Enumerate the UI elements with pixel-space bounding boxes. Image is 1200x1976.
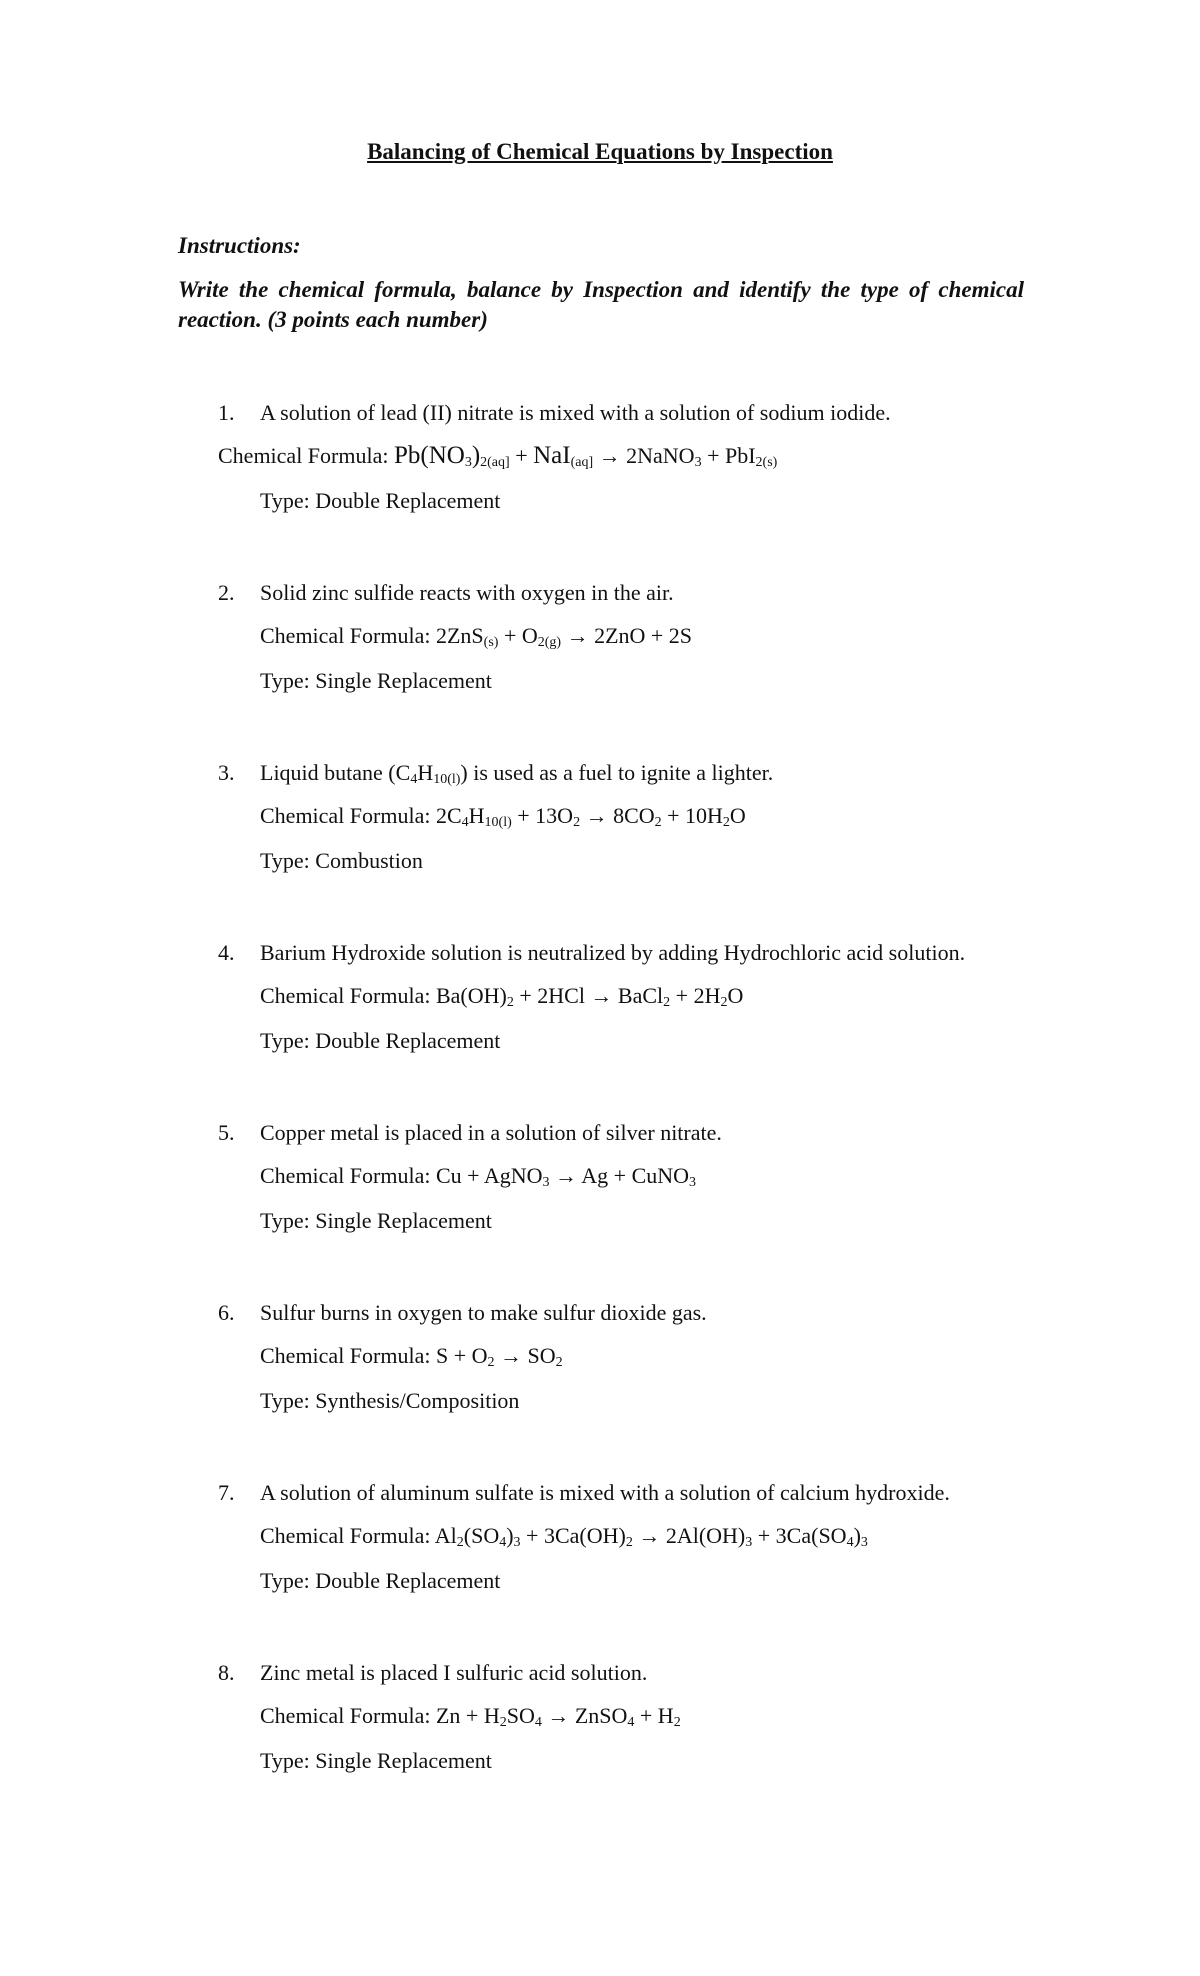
type-line-7: Type: Double Replacement — [260, 1568, 501, 1593]
formula-line-7: Chemical Formula: $Al_2(SO_4)_3 + 3Ca(OH)_2 \to 2Al(OH)_3 + 3Ca(SO_4)_3$ — [260, 1523, 868, 1550]
formula-label: Chemical Formula: — [218, 443, 389, 468]
formula-line-3: Chemical Formula: $2C_4H_{10(l)} + 13O_2 \to 8CO_2 + 10H_2O$ — [260, 803, 746, 830]
formula-line-1: Chemical Formula: $Pb(NO_3)_{2(aq]} + NaI_{(aq]}$ → 2NaNO$_3$ + PbI$_{2(s)}$ — [218, 442, 778, 470]
reaction-type: Synthesis/Composition — [315, 1388, 520, 1413]
type-line-5: Type: Single Replacement — [260, 1208, 492, 1233]
type-line-2: Type: Single Replacement — [260, 668, 492, 693]
reaction-type: Combustion — [315, 848, 423, 873]
type-line-8: Type: Single Replacement — [260, 1748, 492, 1773]
question-number: 1. — [218, 400, 235, 425]
formula-line-4: Chemical Formula: $Ba(OH)_2 + 2HCl$ → BaCl$_2$ + $2H_2O$ — [260, 983, 744, 1010]
reaction-type: Single Replacement — [315, 1208, 492, 1233]
reaction-type: Double Replacement — [315, 1568, 501, 1593]
formula-line-8: Chemical Formula: $Zn + H_2SO_4$ → ZnSO$_4$ + $H_2$ — [260, 1703, 681, 1730]
type-line-6: Type: Synthesis/Composition — [260, 1388, 520, 1413]
formula-line-6: Chemical Formula: $S + O_2 \to SO_2$ — [260, 1343, 563, 1370]
type-line-4: Type: Double Replacement — [260, 1028, 501, 1053]
formula-line-5: Chemical Formula: Cu + AgNO$_3$ → Ag + CuNO$_3$ — [260, 1163, 697, 1190]
question-text: A solution of lead (II) nitrate is mixed with a solution of sodium iodide. — [260, 400, 891, 425]
formula-line-2: Chemical Formula: $2ZnS_{(s)} + O_{2(g)} \to 2ZnO + 2S$ — [260, 623, 693, 650]
reaction-type: Single Replacement — [315, 1748, 492, 1773]
worksheet-page: Balancing of Chemical Equations by Inspection Instructions: Write the chemical formula, balance by Inspection and identify the type of chemical reaction. (3 points each number) 1. A solution of lead (II) nitrate is mixed with a solution of sodium iodide. Chemical Formula: $Pb(NO_3)_{2(aq]} + NaI_{(aq]}$ → 2NaNO$_3$ + PbI$_{2(s)}$ Type: Double Replacement 2. Solid zinc sulfide reacts with oxygen in the air. Chemical Formula: $2ZnS_{(s)} + O_{2(g)} \to 2ZnO + 2S$ Type: Single Replacement 3. Liquid butane $(C_4H_{10(l)})$ is used as a fuel to ignite a lighter. Chemical Formula: $2C_4H_{10(l)} + 13O_2 \to 8CO_2 + 10H_2O$ Type: Combustion 4. Barium Hydroxide solution is neutralized by adding Hydrochloric acid solution. Chemical Formula: $Ba(OH)_2 + 2HCl$ → BaCl$_2$ + $2H_2O$ Type: Double Replacement 5. Copper metal is placed in a solution of silver nitrate. Chemical Formula: Cu + AgNO$_3$ → Ag + CuNO$_3$ Type: Single Replacement 6. Sulfur burns in oxygen to make sulfur dioxide gas. Chemical Formula: $S + O_2 \to SO_2$ Type: Synthesis/Composition 7. A solution of aluminum sulfate is mixed with a solution of calcium hydroxide. Chemical Formula: $Al_2(SO_4)_3 + 3Ca(OH)_2 \to 2Al(OH)_3 + 3Ca(SO_4)_3$ Type: Double Replacement 8. Zinc metal is placed I sulfuric acid solution. Chemical Formula: $Zn + H_2SO_4$ → ZnSO$_4$ + $H_2$ Type: Single Replacement — [0, 0, 1200, 1976]
reaction-type: Double Replacement — [315, 488, 501, 513]
reaction-type: Single Replacement — [315, 668, 492, 693]
reaction-type: Double Replacement — [315, 1028, 501, 1053]
instructions-text: Write the chemical formula, balance by Inspection and identify the type of chemical reaction. (3 points each number) — [178, 277, 1024, 332]
type-line-1: Type: Double Replacement — [260, 488, 501, 513]
type-line-3: Type: Combustion — [260, 848, 423, 873]
instructions-heading: Instructions: — [178, 233, 301, 258]
page-title: Balancing of Chemical Equations by Inspection — [367, 139, 833, 164]
